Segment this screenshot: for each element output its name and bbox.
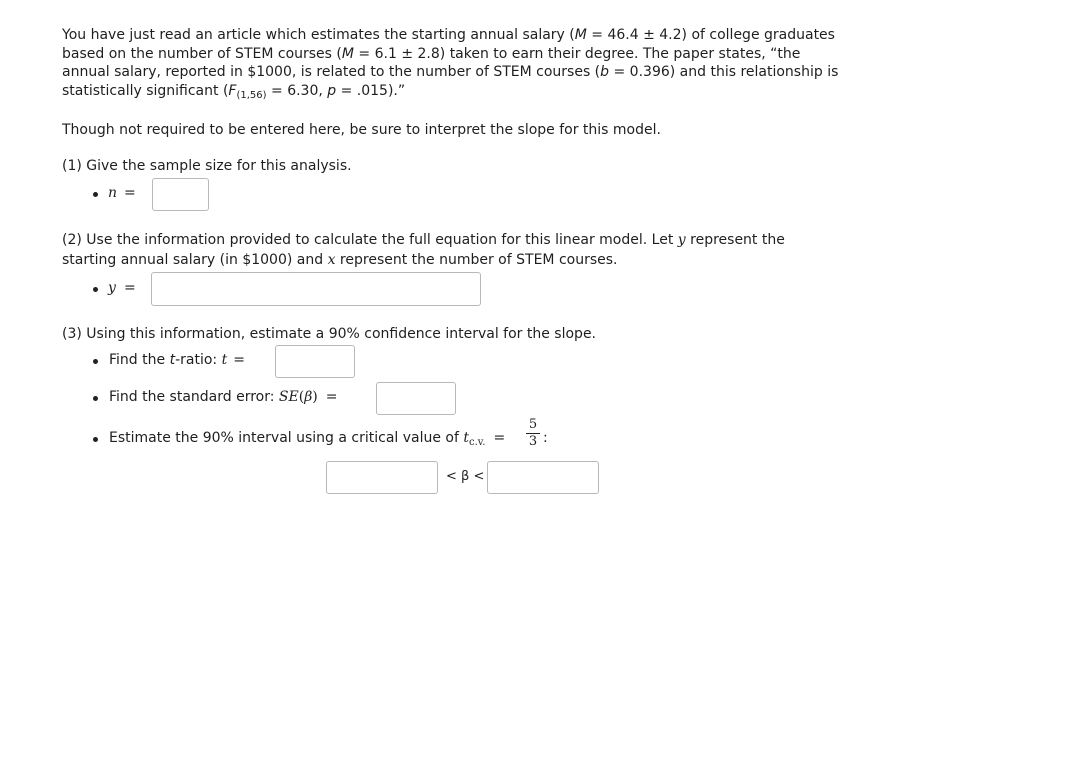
equals-sign: =: [493, 430, 506, 446]
intro-line-2: [62, 45, 862, 64]
t-symbol: t: [221, 352, 228, 368]
critical-value-subscript: c.v.: [469, 437, 486, 448]
question-1-heading: (1) Give the sample size for this analysis.: [62, 158, 352, 174]
equals-sign: =: [233, 352, 245, 368]
intro-f-df: (1,56): [236, 89, 267, 101]
interval-text: Estimate the 90% interval using a critical value of: [109, 430, 464, 446]
fraction-numerator: 5: [528, 417, 538, 432]
interval-inequality: [446, 469, 484, 484]
y-symbol: y: [108, 280, 116, 296]
intro-text: = 46.4 ± 4.2) of college graduates: [586, 27, 835, 43]
bullet-icon: [93, 287, 98, 292]
question-2-text: (2) Use the information provided to calculate the full equation for this linear model. Let: [62, 232, 678, 248]
intro-mean-symbol: M: [574, 27, 587, 43]
question-3-heading: (3) Using this information, estimate a 90% confidence interval for the slope.: [62, 326, 597, 342]
intro-text: = .015).”: [336, 82, 406, 99]
t-symbol: t: [463, 430, 470, 446]
standard-error-text: Find the standard error:: [109, 389, 279, 405]
equals-sign: =: [124, 185, 136, 201]
question-2-line-1: [62, 232, 785, 248]
equals-sign: =: [124, 280, 136, 296]
equals-sign: =: [325, 389, 338, 405]
intro-line-4: [62, 82, 862, 101]
open-paren: (: [298, 389, 305, 405]
intro-line-1: [62, 26, 862, 45]
critical-value-fraction: [524, 418, 542, 449]
intro-text: statistically significant (: [62, 82, 229, 99]
n-symbol: n: [108, 185, 118, 201]
interval-upper-input[interactable]: [487, 461, 599, 494]
question-2-line-2: [62, 252, 617, 268]
sample-size-input[interactable]: [152, 178, 209, 211]
intro-mean-symbol: M: [341, 45, 354, 62]
question-2-text: represent the: [685, 232, 785, 248]
t-ratio-text: -ratio:: [175, 352, 222, 368]
intro-text: annual salary, reported in $1000, is related to the number of STEM courses (: [62, 64, 601, 80]
standard-error-label: [109, 389, 338, 405]
t-ratio-label: [109, 352, 245, 368]
t-symbol: t: [169, 352, 176, 368]
se-symbol: SE: [278, 389, 299, 405]
standard-error-input[interactable]: [376, 382, 456, 415]
beta-symbol: β: [304, 389, 313, 405]
intro-text: based on the number of STEM courses (: [62, 45, 342, 62]
problem-statement: [62, 26, 862, 100]
bullet-icon: [93, 359, 98, 364]
intro-slope-symbol: b: [600, 64, 610, 80]
bullet-icon: [93, 396, 98, 401]
intro-text: = 6.1 ± 2.8) taken to earn their degree. The paper states, “the: [353, 45, 801, 62]
interval-label: [109, 430, 505, 446]
inequality-text: < β <: [446, 469, 485, 484]
t-ratio-input[interactable]: [275, 345, 355, 378]
intro-f-symbol: F: [228, 82, 237, 99]
intro-text: = 0.396) and this relationship is: [609, 64, 839, 80]
intro-p-symbol: p: [327, 82, 337, 99]
intro-line-3: [62, 63, 862, 82]
bullet-icon: [93, 437, 98, 442]
t-ratio-text: Find the: [109, 352, 170, 368]
question-2-text: starting annual salary (in $1000) and: [62, 252, 328, 268]
question-2-text: represent the number of STEM courses.: [335, 252, 618, 268]
x-symbol: x: [327, 252, 336, 268]
close-paren: ): [312, 389, 318, 405]
interpretation-note: Though not required to be entered here, be sure to interpret the slope for this model.: [62, 122, 661, 138]
colon: :: [543, 430, 548, 446]
bullet-icon: [93, 192, 98, 197]
linear-equation-input[interactable]: [151, 272, 481, 306]
fraction-denominator: 3: [528, 434, 538, 449]
interval-lower-input[interactable]: [326, 461, 438, 494]
intro-text: You have just read an article which estimates the starting annual salary (: [62, 27, 575, 43]
y-symbol: y: [677, 232, 686, 248]
intro-text: = 6.30,: [266, 82, 328, 99]
